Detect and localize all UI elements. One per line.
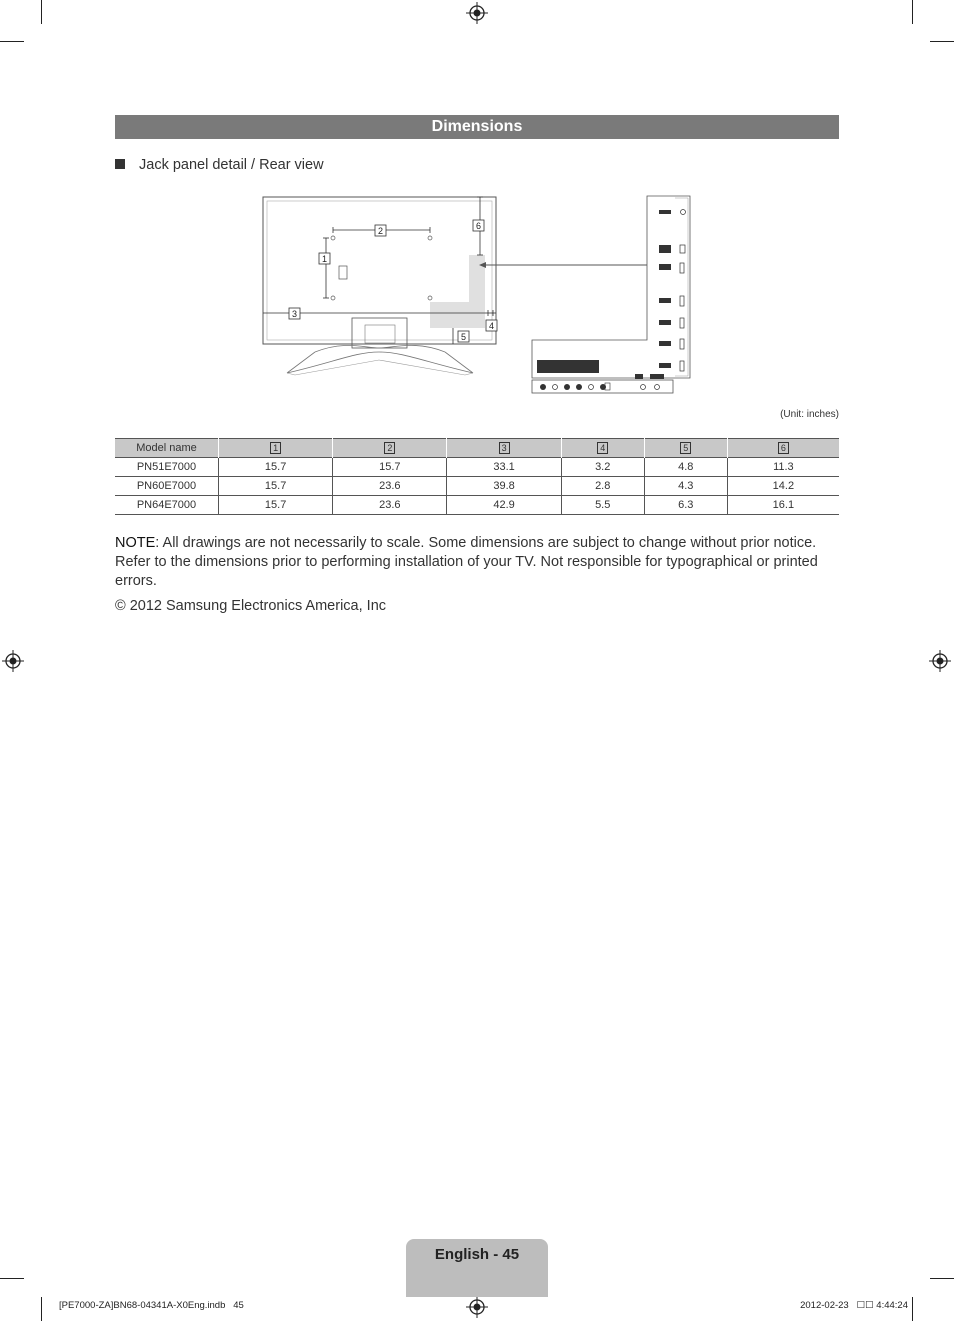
table-cell: 23.6 (333, 496, 447, 515)
table-cell: PN51E7000 (115, 458, 219, 477)
svg-text:4: 4 (488, 321, 495, 331)
table-cell: 2.8 (561, 477, 644, 496)
bullet-item (115, 157, 324, 173)
note-label: NOTE (115, 535, 156, 551)
table-cell: 4.8 (644, 458, 727, 477)
dimensions-table (115, 438, 839, 515)
bullet-text: Jack panel detail / Rear view (139, 157, 324, 173)
svg-text:6: 6 (475, 221, 482, 231)
callout-6 (473, 220, 484, 231)
column-header: Model name (115, 439, 219, 458)
table-cell: 14.2 (727, 477, 839, 496)
footer-timestamp: 2012-02-23 ☐☐ 4:44:24 (800, 1300, 908, 1311)
table-cell: 23.6 (333, 477, 447, 496)
rear-view-diagram (255, 190, 705, 400)
column-header: 5 (644, 439, 727, 458)
table-cell: 33.1 (447, 458, 561, 477)
table-cell: 6.3 (644, 496, 727, 515)
table-cell: PN60E7000 (115, 477, 219, 496)
table-cell: 15.7 (219, 477, 333, 496)
svg-text:1: 1 (321, 254, 328, 264)
crop-mark (0, 41, 24, 42)
table-cell: 15.7 (219, 496, 333, 515)
bullet-square-icon (115, 159, 125, 169)
table-cell: 42.9 (447, 496, 561, 515)
registration-mark-icon (466, 2, 488, 24)
note-paragraph (115, 534, 841, 591)
column-header: 2 (333, 439, 447, 458)
column-header: 3 (447, 439, 561, 458)
unit-note: (Unit: inches) (780, 409, 839, 420)
column-header: 4 (561, 439, 644, 458)
table-header-row (115, 439, 839, 458)
crop-mark (930, 1278, 954, 1279)
registration-mark-icon (466, 1296, 488, 1318)
table-cell: 3.2 (561, 458, 644, 477)
page-number: English - 45 (434, 1246, 520, 1263)
table-row (115, 458, 839, 477)
registration-mark-icon (2, 650, 24, 672)
svg-text:5: 5 (460, 332, 467, 342)
callout-1 (319, 253, 330, 264)
table-cell: 39.8 (447, 477, 561, 496)
copyright-text: © 2012 Samsung Electronics America, Inc (115, 598, 387, 614)
crop-mark (912, 0, 913, 24)
crop-mark (912, 1297, 913, 1321)
table-cell: 15.7 (219, 458, 333, 477)
table-cell: 4.3 (644, 477, 727, 496)
table-cell: 5.5 (561, 496, 644, 515)
svg-text:2: 2 (377, 226, 384, 236)
callout-4 (486, 320, 497, 331)
svg-text:3: 3 (291, 309, 298, 319)
callout-3 (289, 308, 300, 319)
crop-mark (41, 0, 42, 24)
footer-filename: [PE7000-ZA]BN68-04341A-X0Eng.indb 45 (59, 1300, 244, 1311)
section-title: Dimensions (115, 115, 839, 139)
table-cell: 11.3 (727, 458, 839, 477)
table-row (115, 477, 839, 496)
table-row (115, 496, 839, 515)
crop-mark (930, 41, 954, 42)
note-text: : All drawings are not necessarily to scale. Some dimensions are subject to change without prior notice. Refer to the dimensions prior to performing installation of your TV. Not responsible for typographical or printed errors. (115, 535, 818, 589)
callout-5 (458, 331, 469, 342)
column-header: 6 (727, 439, 839, 458)
table-cell: 16.1 (727, 496, 839, 515)
table-cell: 15.7 (333, 458, 447, 477)
registration-mark-icon (929, 650, 951, 672)
callout-2 (375, 225, 386, 236)
table-cell: PN64E7000 (115, 496, 219, 515)
crop-mark (41, 1297, 42, 1321)
crop-mark (0, 1278, 24, 1279)
column-header: 1 (219, 439, 333, 458)
